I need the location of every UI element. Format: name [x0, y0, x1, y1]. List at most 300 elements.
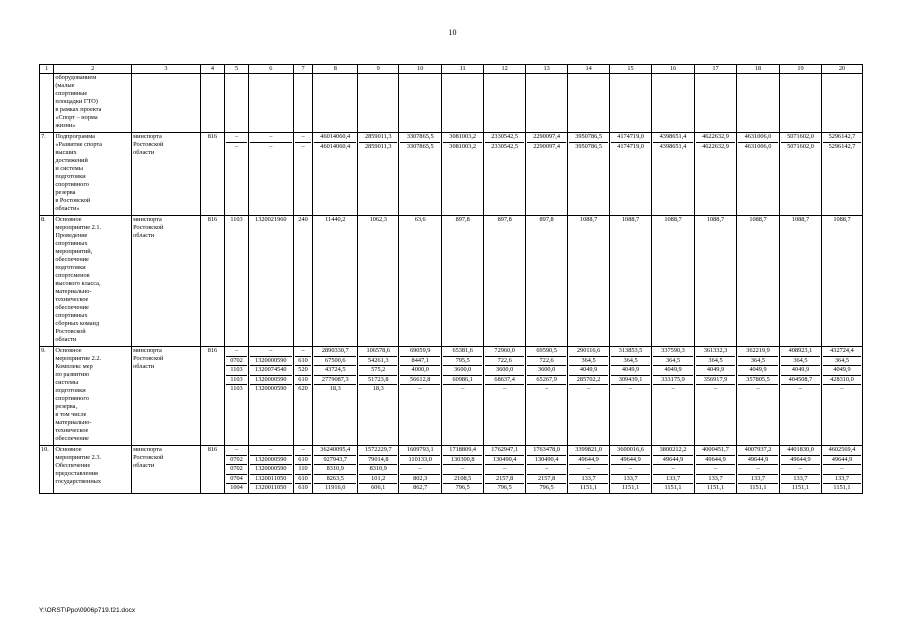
- row-amount: [313, 446, 358, 494]
- sub-value: 610: [295, 456, 311, 466]
- text-line: высокого класса,: [55, 280, 101, 287]
- amount-value: 46014060,4: [314, 133, 356, 143]
- row-csr: [248, 446, 293, 494]
- row-amount: [526, 446, 568, 494]
- amount-value: 133,7: [611, 475, 650, 485]
- cell: [568, 74, 610, 133]
- text-line: оборудованием: [55, 74, 97, 81]
- cell: [54, 74, 132, 133]
- row-amount: [526, 133, 568, 216]
- row-amount: [526, 347, 568, 446]
- header-cell-15: 15: [610, 65, 652, 74]
- text-line: мероприятие 2.2.: [55, 355, 102, 362]
- amount-value: 4007937,2: [738, 446, 778, 456]
- row-amount: [779, 446, 821, 494]
- amount-value: 4049,9: [569, 366, 608, 376]
- cell: [200, 74, 225, 133]
- amount-value: 795,5: [443, 357, 482, 367]
- text-line: области: [133, 363, 155, 370]
- amount-value: 133,7: [738, 475, 778, 485]
- amount-value: 3800212,2: [653, 446, 693, 456]
- header-cell-1: 1: [40, 65, 54, 74]
- text-line: Основное: [55, 446, 82, 453]
- sub-value: 240: [298, 216, 308, 223]
- amount-value: 46014060,4: [320, 142, 351, 150]
- sub-value: 610: [295, 376, 311, 386]
- cell: [225, 74, 249, 133]
- sub-value: 1320074540: [250, 366, 292, 376]
- amount-value: 11916,0: [325, 484, 346, 491]
- continuation-row: [40, 74, 863, 133]
- sub-value: 0704: [226, 475, 247, 485]
- amount-value: 337590,3: [653, 347, 693, 357]
- text-line: области»: [55, 205, 80, 212]
- amount-value: 49644,9: [696, 456, 735, 466]
- amount-value: 3600,0: [485, 366, 524, 376]
- amount-value: 1151,1: [664, 484, 682, 491]
- text-line: обеспечение: [55, 304, 89, 311]
- amount-value: 364,5: [569, 357, 608, 367]
- text-line: спортивного: [55, 181, 89, 188]
- row-amount: [313, 133, 358, 216]
- amount-value: 60986,1: [443, 376, 482, 386]
- amount-value: 2290097,4: [533, 142, 560, 150]
- header-cell-12: 12: [484, 65, 526, 74]
- row-executor: [132, 133, 201, 216]
- amount-value: 67500,6: [314, 357, 356, 367]
- amount-value: 862,7: [413, 484, 428, 491]
- amount-value: 897,8: [539, 216, 554, 223]
- sub-value: –: [226, 133, 247, 143]
- amount-value: –: [738, 465, 778, 475]
- header-cell-17: 17: [695, 65, 737, 74]
- header-cell-7: 7: [293, 65, 312, 74]
- text-line: резерва: [55, 189, 76, 196]
- header-cell-10: 10: [399, 65, 442, 74]
- amount-value: 5296142,7: [828, 142, 856, 150]
- amount-value: –: [798, 385, 803, 392]
- sub-value: –: [226, 347, 247, 357]
- amount-value: 2330542,5: [485, 133, 524, 143]
- row-amount: [610, 446, 652, 494]
- amount-value: 130490,4: [485, 456, 524, 466]
- cell: [442, 74, 484, 133]
- text-line: в том числе: [55, 411, 87, 418]
- row-amount: [652, 133, 695, 216]
- amount-value: 796,5: [455, 484, 470, 491]
- row-amount: [442, 347, 484, 446]
- row-number: 9.: [40, 347, 54, 446]
- amount-value: 18,3: [372, 385, 384, 392]
- amount-value: –: [461, 385, 465, 392]
- amount-value: 101,2: [359, 475, 397, 485]
- row-csr: [248, 216, 293, 347]
- amount-value: 65267,9: [527, 376, 566, 386]
- amount-value: 5071602,0: [787, 142, 814, 150]
- amount-value: 364,5: [611, 357, 650, 367]
- text-line: предоставления: [55, 470, 98, 477]
- row-amount: [313, 347, 358, 446]
- text-line: в Ростовской: [55, 197, 91, 204]
- amount-value: 1718809,4: [443, 446, 482, 456]
- amount-value: 3950786,5: [575, 142, 602, 150]
- sub-value: 1103: [230, 385, 243, 392]
- amount-value: 364,5: [696, 357, 735, 367]
- text-line: высших: [55, 149, 77, 156]
- amount-value: 130300,8: [443, 456, 482, 466]
- sub-value: 1004: [230, 484, 243, 491]
- row-amount: [652, 347, 695, 446]
- row-amount: [610, 347, 652, 446]
- row-executor: [132, 446, 201, 494]
- table-row: [40, 133, 863, 216]
- row-csr: [248, 133, 293, 216]
- sub-value: 610: [298, 484, 308, 491]
- amount-value: 8310,9: [314, 465, 356, 475]
- cell: [132, 74, 201, 133]
- amount-value: 11440,2: [325, 216, 346, 223]
- amount-value: 1762947,1: [485, 446, 524, 456]
- sub-value: 1320011050: [255, 484, 287, 491]
- amount-value: –: [569, 465, 608, 475]
- sub-value: –: [234, 142, 239, 150]
- amount-value: 5296142,7: [823, 133, 861, 143]
- sub-value: 110: [295, 465, 311, 475]
- sub-value: –: [269, 142, 273, 150]
- text-line: Основное: [55, 347, 82, 354]
- amount-value: –: [418, 385, 422, 392]
- text-line: резерва,: [55, 403, 78, 410]
- amount-value: –: [713, 385, 718, 392]
- sub-value: –: [250, 133, 292, 143]
- amount-value: –: [671, 385, 675, 392]
- cell: [358, 74, 399, 133]
- amount-value: 54261,3: [359, 357, 397, 367]
- sub-value: 1320000590: [250, 456, 292, 466]
- row-amount: [821, 446, 862, 494]
- amount-value: 1151,1: [580, 484, 598, 491]
- row-amount: [568, 347, 610, 446]
- row-amount: [526, 216, 568, 347]
- amount-value: 49644,9: [653, 456, 693, 466]
- amount-value: 309439,1: [611, 376, 650, 386]
- amount-value: 68637,4: [485, 376, 524, 386]
- text-line: области: [133, 149, 155, 156]
- row-amount: [779, 133, 821, 216]
- file-path-footer: Y:\ORST\Ppo\0906p719.f21.docx: [39, 607, 136, 614]
- sub-value: 0702: [226, 465, 247, 475]
- text-line: и системы: [55, 165, 83, 172]
- amount-value: –: [400, 465, 440, 475]
- amount-value: 364,5: [781, 357, 820, 367]
- sub-value: –: [295, 446, 311, 456]
- amount-value: 796,5: [539, 484, 554, 491]
- amount-value: 3307865,5: [400, 133, 440, 143]
- sub-value: 1320000590: [255, 385, 287, 392]
- amount-value: 8310,9: [359, 465, 397, 475]
- row-amount: [484, 133, 526, 216]
- amount-value: 364,5: [653, 357, 693, 367]
- amount-value: 927943,7: [314, 456, 356, 466]
- row-rz: [225, 133, 249, 216]
- header-cell-5: 5: [225, 65, 249, 74]
- amount-value: 4401830,0: [781, 446, 820, 456]
- amount-value: 1572229,7: [359, 446, 397, 456]
- amount-value: 133,7: [569, 475, 608, 485]
- amount-value: 72960,0: [485, 347, 524, 357]
- text-line: по развитию: [55, 371, 90, 378]
- amount-value: 1151,1: [833, 484, 851, 491]
- sub-value: 520: [295, 366, 311, 376]
- sub-value: 1103: [226, 376, 247, 386]
- budget-table: [39, 64, 863, 494]
- amount-value: 4049,9: [738, 366, 778, 376]
- amount-value: 2330542,5: [491, 142, 519, 150]
- text-line: жизни»: [55, 122, 76, 129]
- text-line: Обеспечение: [55, 462, 91, 469]
- amount-value: 2859011,3: [359, 133, 397, 143]
- amount-value: 3081003,2: [449, 142, 477, 150]
- amount-value: 8263,5: [314, 475, 356, 485]
- text-line: минспорта: [133, 216, 162, 223]
- amount-value: –: [840, 385, 844, 392]
- amount-value: 3600,0: [443, 366, 482, 376]
- text-line: обеспечение: [55, 435, 89, 442]
- amount-value: 4049,9: [653, 366, 693, 376]
- amount-value: 4398651,4: [653, 133, 693, 143]
- amount-value: 1062,3: [369, 216, 387, 223]
- amount-value: 2108,5: [443, 475, 482, 485]
- text-line: площадки ГТО): [55, 98, 98, 105]
- amount-value: 2290097,4: [527, 133, 566, 143]
- amount-value: 51723,8: [359, 376, 397, 386]
- amount-value: 1151,1: [622, 484, 640, 491]
- row-vr: [293, 216, 312, 347]
- amount-value: 49644,9: [781, 456, 820, 466]
- row-amount: [695, 347, 737, 446]
- row-name: [54, 216, 132, 347]
- text-line: Ростовской: [133, 141, 164, 148]
- amount-value: 364,5: [823, 357, 861, 367]
- amount-value: 897,8: [497, 216, 512, 223]
- amount-value: 63,6: [414, 216, 426, 223]
- text-line: сборных команд: [55, 320, 100, 327]
- row-amount: [442, 133, 484, 216]
- row-grbs: 816: [200, 347, 225, 446]
- amount-value: 313853,5: [611, 347, 650, 357]
- amount-value: 428310,0: [823, 376, 861, 386]
- header-cell-13: 13: [526, 65, 568, 74]
- amount-value: 575,2: [359, 366, 397, 376]
- amount-value: 49644,9: [823, 456, 861, 466]
- row-amount: [399, 216, 442, 347]
- amount-value: 1151,1: [791, 484, 810, 491]
- row-amount: [399, 133, 442, 216]
- amount-value: 110133,0: [400, 456, 440, 466]
- sub-value: 1320021960: [255, 216, 287, 223]
- row-rz: [225, 216, 249, 347]
- sub-value: 1320011050: [250, 475, 292, 485]
- header-cell-6: 6: [248, 65, 293, 74]
- amount-value: 49644,9: [611, 456, 650, 466]
- row-amount: [737, 133, 780, 216]
- amount-value: 69059,9: [400, 347, 440, 357]
- row-amount: [358, 133, 399, 216]
- row-amount: [610, 133, 652, 216]
- text-line: Ростовской: [55, 328, 86, 335]
- amount-value: 4000,0: [400, 366, 440, 376]
- amount-value: 356917,9: [696, 376, 735, 386]
- table-row: [40, 216, 863, 347]
- row-amount: [484, 347, 526, 446]
- amount-value: 1088,7: [579, 216, 598, 223]
- amount-value: 4631006,0: [744, 142, 772, 150]
- amount-value: 4049,9: [611, 366, 650, 376]
- row-amount: [358, 446, 399, 494]
- amount-value: 133,7: [696, 475, 735, 485]
- row-executor: [132, 216, 201, 347]
- amount-value: 130490,4: [527, 456, 566, 466]
- text-line: Подпрограмма: [55, 133, 95, 140]
- sub-value: –: [295, 347, 311, 357]
- cell: [821, 74, 862, 133]
- amount-value: 3399821,0: [569, 446, 608, 456]
- amount-value: 36240095,4: [314, 446, 356, 456]
- row-amount: [442, 216, 484, 347]
- row-amount: [695, 216, 737, 347]
- text-line: мероприятие 2.3.: [55, 454, 102, 461]
- text-line: достижений: [55, 157, 88, 164]
- text-line: материально-: [55, 288, 92, 295]
- amount-value: 722,6: [527, 357, 566, 367]
- text-line: подготовки: [55, 387, 86, 394]
- text-line: спортивных: [55, 240, 88, 247]
- text-line: спортивного: [55, 395, 89, 402]
- amount-value: 290116,6: [569, 347, 608, 357]
- amount-value: 4174719,0: [617, 142, 644, 150]
- amount-value: –: [545, 385, 549, 392]
- amount-value: 4602569,4: [823, 446, 861, 456]
- amount-value: 362219,9: [738, 347, 778, 357]
- text-line: техническое: [55, 427, 89, 434]
- amount-value: –: [653, 465, 693, 475]
- amount-value: 4049,9: [781, 366, 820, 376]
- text-line: спортсменов: [55, 272, 90, 279]
- text-line: Проведение: [55, 232, 88, 239]
- amount-value: 408923,1: [781, 347, 820, 357]
- amount-value: 43724,5: [314, 366, 356, 376]
- amount-value: 1088,7: [664, 216, 682, 223]
- text-line: в рамках проекта: [55, 106, 102, 113]
- amount-value: 4622632,9: [702, 142, 729, 150]
- header-cell-16: 16: [652, 65, 695, 74]
- text-line: подготовки: [55, 264, 86, 271]
- text-line: спортивные: [55, 90, 88, 97]
- amount-value: 1088,7: [706, 216, 725, 223]
- row-number: 7.: [40, 133, 54, 216]
- cell: [313, 74, 358, 133]
- row-amount: [313, 216, 358, 347]
- amount-value: 4622632,9: [696, 133, 735, 143]
- cell: [526, 74, 568, 133]
- sub-value: –: [250, 446, 292, 456]
- amount-value: 2157,8: [527, 475, 566, 485]
- amount-value: –: [781, 465, 820, 475]
- row-name: [54, 133, 132, 216]
- amount-value: 285702,2: [569, 376, 608, 386]
- row-amount: [358, 216, 399, 347]
- amount-value: –: [823, 465, 861, 475]
- amount-value: –: [611, 465, 650, 475]
- amount-value: 404508,7: [781, 376, 820, 386]
- header-cell-4: 4: [200, 65, 225, 74]
- cell: [248, 74, 293, 133]
- amount-value: 1088,7: [791, 216, 810, 223]
- row-rz: [225, 446, 249, 494]
- text-line: материально-: [55, 419, 92, 426]
- amount-value: 4631006,0: [738, 133, 778, 143]
- amount-value: 1088,7: [833, 216, 851, 223]
- text-line: (малые: [55, 82, 75, 89]
- amount-value: 3081003,2: [443, 133, 482, 143]
- row-amount: [779, 216, 821, 347]
- amount-value: 364,5: [738, 357, 778, 367]
- table-row: [40, 347, 863, 446]
- amount-value: 4000451,7: [696, 446, 735, 456]
- row-amount: [442, 446, 484, 494]
- amount-value: 333175,9: [653, 376, 693, 386]
- amount-value: 1088,7: [749, 216, 767, 223]
- amount-value: 802,3: [400, 475, 440, 485]
- row-number: 8.: [40, 216, 54, 347]
- row-csr: [248, 347, 293, 446]
- amount-value: 722,6: [485, 357, 524, 367]
- sub-value: 620: [298, 385, 308, 392]
- text-line: Ростовской: [133, 454, 164, 461]
- sub-value: 0702: [226, 357, 247, 367]
- row-amount: [568, 446, 610, 494]
- row-amount: [610, 216, 652, 347]
- amount-value: 69590,5: [527, 347, 566, 357]
- amount-value: 432724,4: [823, 347, 861, 357]
- sub-value: –: [301, 142, 305, 150]
- row-name: [54, 347, 132, 446]
- row-amount: [821, 133, 862, 216]
- amount-value: 3950786,5: [569, 133, 608, 143]
- row-amount: [695, 446, 737, 494]
- amount-value: –: [503, 385, 507, 392]
- sub-value: 1103: [226, 366, 247, 376]
- amount-value: 133,7: [823, 475, 861, 485]
- header-cell-8: 8: [313, 65, 358, 74]
- header-cell-19: 19: [779, 65, 821, 74]
- amount-value: 1609793,1: [400, 446, 440, 456]
- text-line: минспорта: [133, 347, 162, 354]
- text-line: «Развитие спорта: [55, 141, 103, 148]
- text-line: мероприятие 2.1.: [55, 224, 102, 231]
- amount-value: 1151,1: [706, 484, 725, 491]
- amount-value: 4174719,0: [611, 133, 650, 143]
- sub-value: 1320000590: [250, 376, 292, 386]
- amount-value: 361332,3: [696, 347, 735, 357]
- amount-value: –: [443, 465, 482, 475]
- row-amount: [737, 216, 780, 347]
- row-rz: [225, 347, 249, 446]
- amount-value: 3600,0: [527, 366, 566, 376]
- amount-value: 5071602,0: [781, 133, 820, 143]
- row-amount: [652, 446, 695, 494]
- text-line: мероприятий,: [55, 248, 93, 255]
